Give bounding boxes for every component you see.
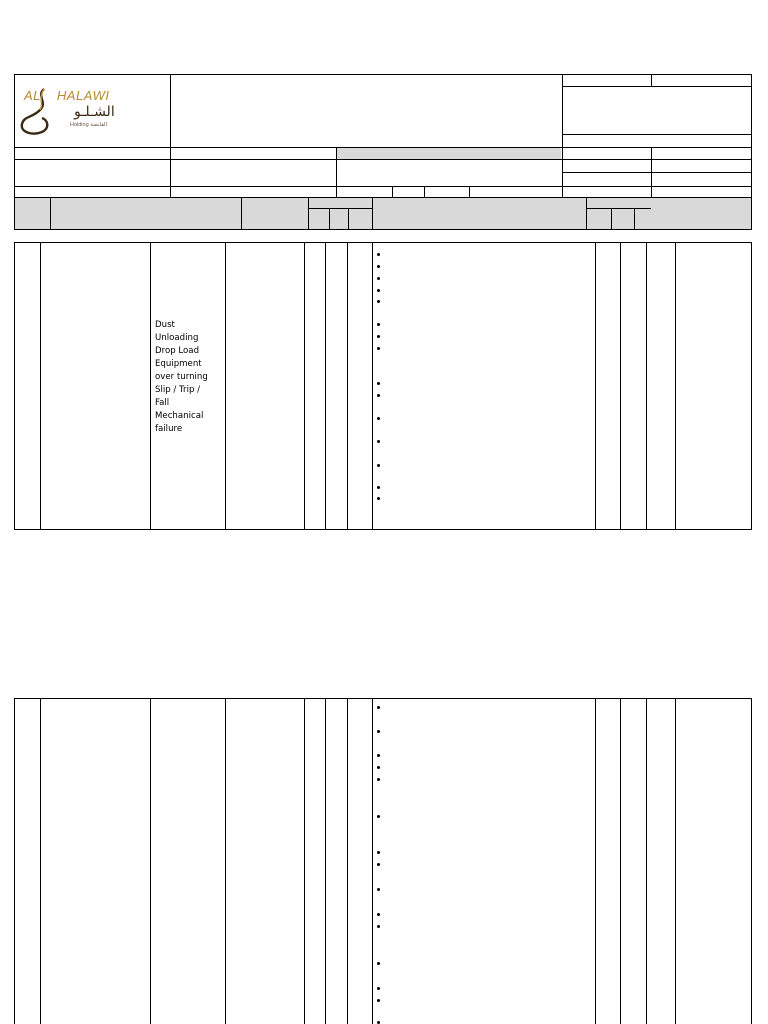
shaded-cell xyxy=(336,148,561,159)
bullet-point xyxy=(377,987,380,990)
bullet-point xyxy=(377,730,380,733)
bullet-point xyxy=(377,300,380,303)
column-header-band xyxy=(15,198,751,229)
company-logo xyxy=(14,86,122,136)
hazard-item: over turning xyxy=(155,372,208,382)
logo-text: AL HALAWI xyxy=(24,88,110,103)
bullet-point xyxy=(377,497,380,500)
hazard-item: failure xyxy=(155,424,183,434)
bullet-point xyxy=(377,486,380,489)
hazard-item: Dust xyxy=(155,320,175,330)
hazard-item: Drop Load xyxy=(155,346,200,356)
bullet-point xyxy=(377,925,380,928)
table-row xyxy=(14,242,752,530)
bullet-point xyxy=(377,815,380,818)
bullet-point xyxy=(377,347,380,350)
bullet-point xyxy=(377,289,380,292)
bullet-point xyxy=(377,464,380,467)
bullet-point xyxy=(377,999,380,1002)
bullet-point xyxy=(377,382,380,385)
hazard-list xyxy=(155,319,221,436)
hazard-item: Fall xyxy=(155,398,170,408)
hazard-item: Unloading xyxy=(155,333,199,343)
bullet-point xyxy=(377,253,380,256)
bullet-point xyxy=(377,863,380,866)
hazard-item: Mechanical xyxy=(155,411,204,421)
bullet-point xyxy=(377,417,380,420)
bullet-point xyxy=(377,778,380,781)
table-row xyxy=(14,698,752,1024)
bullet-point xyxy=(377,440,380,443)
hazard-item: Equipment xyxy=(155,359,202,369)
bullet-point xyxy=(377,335,380,338)
bullet-point xyxy=(377,851,380,854)
bullet-point xyxy=(377,962,380,965)
bullet-point xyxy=(377,766,380,769)
bullet-point xyxy=(377,913,380,916)
bullet-point xyxy=(377,754,380,757)
logo-arabic-text: الشـلـو xyxy=(74,104,115,120)
bullet-point xyxy=(377,323,380,326)
bullet-point xyxy=(377,888,380,891)
bullet-point xyxy=(377,265,380,268)
logo-subtitle: Holding القابضة xyxy=(70,122,108,128)
bullet-point xyxy=(377,706,380,709)
bullet-point xyxy=(377,277,380,280)
bullet-point xyxy=(377,394,380,397)
hazard-item: Slip / Trip / xyxy=(155,385,201,395)
